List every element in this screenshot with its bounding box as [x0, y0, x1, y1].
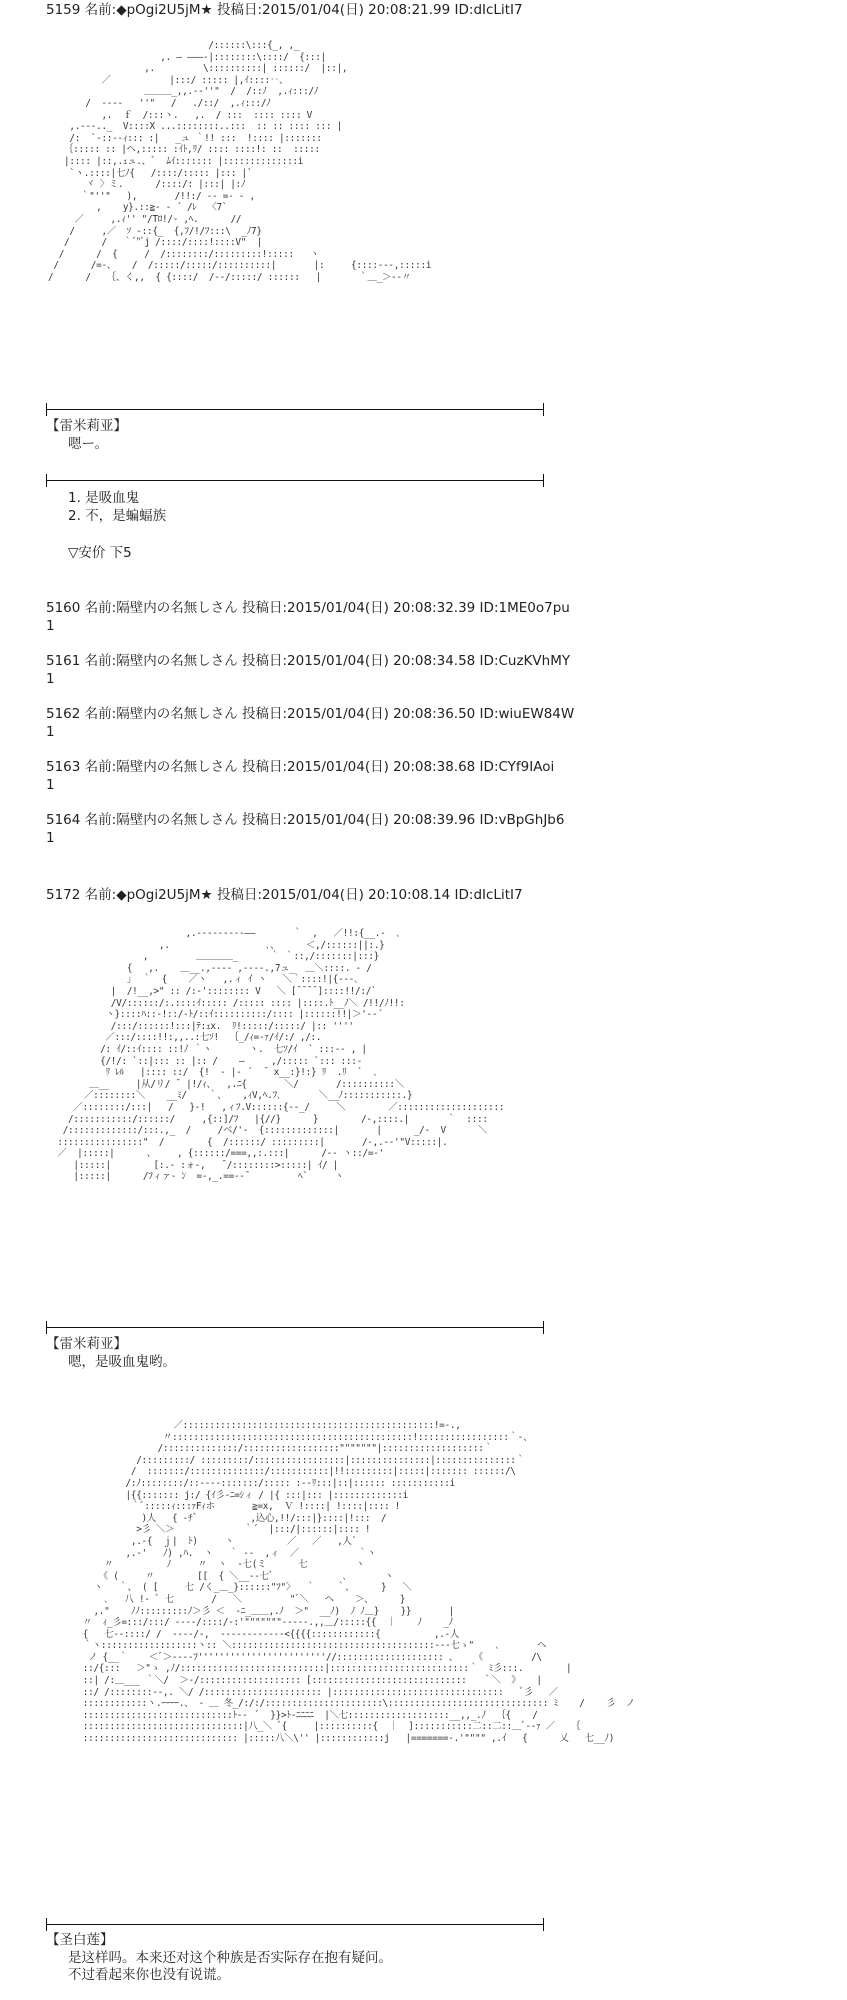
- divider: [46, 409, 544, 410]
- reply-header: 5164 名前:隔壁内の名無しさん 投稿日:2015/01/04(日) 20:08:39.96 ID:vBpGhJb6: [46, 812, 565, 828]
- speaker-label: 【雷米莉亚】: [46, 418, 127, 434]
- ascii-art-byakuren: ／:::::::::::::::::::::::::::::::::::::::::::::::!=‐., 〃:::::::::::::::::::::::::::::::::::::::::::::!:::::::::::::::::｀‐、 /::::::::::::::/::::::::::::::::::"""""""|:::::::::::::::::::｀ /:::::::::/ :::::::::/:::::::::::::::::|:::::::::::::::|:::::::::::::::｀ / :::::::/::::::::::::::/:::::::::::|!!:::::::::|:::::|::::::: ::::::/\ /:ﾉ::::::::/::‐‐‐‐:::::::/::::: :‐‐ﾘ:::|::|:::::: :::::::::::i |{{::::::: j:/ {ｲ彡‐ﾆ=ｼィ / |{ :::|::: |:::::::::::::i ｀ﾞ:::::ｨ:::ｧFｨホ ≧=x, Ｖ !::::| !::::|:::: ! )人 { -ﾁﾞ ,込心,!!/:::|}::::|!::: / >彡 ＼＞ ｀´ |:::/|::::::|:::: ! ,.‐{ ｊ| ﾄ) ヽ ／ ／ ,人` ,.‐' ﾉ) ,ﾊ. ヽ ｀ ‐‐ ,ィ ／ ｀ヽ 〃 ﾉ 〃 ヽ ‐七(ミ 七 ヽ 《 ( 〃 [[ { ＼__‐‐七ﾞ ､ ヽ ヽ ｀、 ( [ 七 /く_＿_}::::::"ﾌ"〉 ｀ ｀、 } ＼ ､ 八 !‐ ﾞ 七 / ＼ "ﾞ＼ ヘ ＞、 } ,." ﾉﾉ:::::::::ﾉ＞彡 ＜ ‐ﾆ_＿＿,.ﾉ ＞" __ﾉ) ﾉ ﾉ＿} }} | 〃 ｨ_彡=:::/:::/ ‐‐‐‐/::::/‐:'"""""""‐‐‐‐‐.,,＿/:::::{{ ｜ ﾉ _ﾉ { 七‐-::::/ / ‐‐‐‐/‐, ‐‐‐‐‐‐---‐‐‐<{{{{::::::::::::{ ,.‐人 ｀ヽ::::::::::::::::::ヽ:: ＼::::::::::::::::::::::::::::::::::::::‐--七ゝ" ､ ヘ ノ {__｀ ＜ﾞ＞‐‐‐‐ﾌ''''''''''''''''''''''''//:::::::::::::::::::: 、 《 /\ ::/{::: ＞"ゝ ,ﾉ/:::::::::::::::::::::::::::|::::::::::::::::::::::::::｀ ﾐ彡:::. | ::| /:＿___ ｀＼/ ＞‐/::::::::::::::::::: [::::::::::::::::::::::::::::: ｀＼ 》 | ::/ /::::::::‐‐,. ＼/ /:::::::::::::::::::::: |:::::::::::::::::::::::::::::::: ﾞ彡 ／ ::::::::::::ヽ.ｰｰｰｰ.、 ‐ ＿ 冬_/:/:/::::::::::::::::::::::\:::::::::::::::::::::::::::::: ﾐ / 彡 ノ ::::::::::::::::::::::::::::ﾄ-- ﾞ }}>ﾄ-ﾆﾆﾆﾆ |＼七:::::::::::::::::::__,,_.ﾉ ｛{ / ::::::::::::::::::::::::::::::|八_＼ ﾞ{ |::::::::::{ ｜ ]:::::::::::二::二::＿ﾞ‐‐ｧ ／ ｛ ::::::::::::::::::::::::::::: |:::::八＼\'' |::::::::::::j |=======‐.'"""" ,.ｲ { 乂 七__ﾉ): [82, 1420, 635, 1745]
- dialogue-text: 是这样吗。本来还对这个种族是否实际存在抱有疑问。: [68, 1950, 392, 1966]
- divider: [46, 480, 544, 481]
- choice-item: 1. 是吸血鬼: [68, 490, 140, 506]
- choice-item: 2. 不，是蝙蝠族: [68, 508, 167, 524]
- post-header: 5159 名前:◆pOgi2U5jM★ 投稿日:2015/01/04(日) 20:08:21.99 ID:dIcLitI7: [46, 2, 523, 18]
- dialogue-text: 不过看起来你也没有说谎。: [68, 1967, 230, 1983]
- vote-prompt: ▽安价 下5: [68, 545, 132, 561]
- post-header: 5172 名前:◆pOgi2U5jM★ 投稿日:2015/01/04(日) 20:10:08.14 ID:dIcLitI7: [46, 887, 523, 903]
- reply-text: 1: [46, 724, 55, 740]
- divider: [46, 1327, 544, 1328]
- divider: [46, 1924, 544, 1925]
- reply-text: 1: [46, 671, 55, 687]
- ascii-art-remilia: /::::::\:::{_, ,_ ,. ― ―――‐|::::::::\::::/ {:::| ,. \::::::::::| ::::::/ |::|, ／ |:::/ ::::: |,ｲ::::‥、 ＿＿＿_,,.-‐''" / /::ﾉ ,.ｨ:::/ﾉ / ‐‐‐‐ ''" / ./::/ ,.ｨ:::/ﾉ ,. ｆ /:::ヽ. ,. / ::: :::: :::: V ,.‐‐‐.._ V::::X ...::::::::..::: :: :: :::: ::: | /: `‐::‐-ｨ::: :| _ュ ｀!! ::: !:::: |::::::: ｛::::: :: |ヘ,::::: :ｲﾄ,ﾘ/ :::: ::::!: :: ::::: |:::: |::,.ｪュ.、ﾞ ﾑｲ::::::: |::::::::::::::i `ヽ.::::|七ﾉ{ /::::/::::: |::: |` ヾ 〉ミ. /::::/: |:::| |:ﾉ ｀"''" ), /!!:/ ‐‐ =- - , , y}.::≧- ‐ ´ /ﾚ 〈7` ／ ,.ｨ'' "/Tﾛ!/- ,ﾍ. // / ,／ ｿ ‐::{_ {,ﾌ/!/ﾌ:::\ _ﾉ7} / / ｀ﾞ"ﾞj /::::/::::!::::V" | / / { / /::::::::/:::::::::!::::: ヽ / /=‐、 / /:::::/:::::/::::::::::| |: {::::-‐‐,:::::i / / ｛、く,, { {::::/ /‐‐/:::::/ :::::: | ｀＿_＞‐‐〃: [48, 40, 432, 283]
- speaker-label: 【雷米莉亚】: [46, 1336, 127, 1352]
- reply-header: 5163 名前:隔壁内の名無しさん 投稿日:2015/01/04(日) 20:08:38.68 ID:CYf9IAoi: [46, 759, 555, 775]
- ascii-art-remilia-2: ,.‐‐‐‐‐‐‐‐‐―― ｀ , ／!!:{__.- ､ ,. ､、 ＜,/::::::||:.} , ＿＿＿＿_ ｀ ｀::,/:::::::|:::} { ,. ＿__.,-‐‐‐ ,‐‐‐‐.,7ュ_ ＿＼::::. - / ｣ ｀ { ／ヽ ,.ィ ｲ ヽ ＼｀::::!|{‐‐‐､ | /!__,>" :: /:‐':::::::: V ＼ [¯¯¯¯]::::!!/:/` /V/::::::/:.::::ｲ::::: /::::: :::: |::::.ﾄ__ﾉ＼ /!!/ﾉ!!: ヽ}::::ﾊ::‐!::/‐ﾄ/::ｲ::::::::::/:::: |::::::!!|＞'‐‐´ /:::/::::::!:::|ﾃ:ｪx. ﾘ!:::::/:::::/ |:: '''' ／:::/::::!!:,,..:七ｿ! ｛_/ｨ=‐ｧ/ｲ/:/ ,/:. /: ｲ/::ｲ:::: ::!ﾉ ｀ヽ ヽ. 七ｿ/ｲ ` :::‐‐ , | {/!/: `::|::: :: |:: / ― ,/::::: `::: :::- ﾘ ﾚﾙ |:::: ::/ {! ‐ |‐ ´ ̄ x__:}!:} ﾘ .ﾘ ` ､ ＿__ |从/リ/ ¯ |!/ｨ、 ,.ﾆ{ ＼/ /::::::::::＼ ／::::::::＼ __ﾐ/ ｀、 ,ｨV,ﾍ.ﾌ､ ＼__ﾉ:::::::::::.} ／::::::::/:::| / }‐! ,ィﾌ.V::::::{‐-_/ ＼ ／:::::::::::::::::::: /:::::::::::/::::::/ ,{::]/ﾌ |{//} } /‐,::::.| ｀ :::: /:::::::::::::/:::.,_ / /ベ/'‐ {:::::::::::::| | _/‐ V ＼ ::::::::::::::::" / { /::::::/ :::::::::| /‐,.-‐'"V:::::|. ／ |:::::| 、 , {::::::/===,,:.:::| /‐‐ ヽ::/=‐' |:::::| [:.‐ :ォ‐, ¯/::::::::>:::::| ｲ/ | |:::::| /ﾌィァ‐ ﾝ =‐,_.==‐‐¯ ﾍ` ヽ: [57, 928, 505, 1183]
- dialogue-text: 嗯ー。: [68, 436, 108, 452]
- reply-text: 1: [46, 777, 55, 793]
- dialogue-text: 嗯，是吸血鬼哟。: [68, 1354, 176, 1370]
- reply-header: 5160 名前:隔壁内の名無しさん 投稿日:2015/01/04(日) 20:08:32.39 ID:1ME0o7pu: [46, 600, 570, 616]
- speaker-label: 【圣白莲】: [46, 1932, 114, 1948]
- reply-header: 5162 名前:隔壁内の名無しさん 投稿日:2015/01/04(日) 20:08:36.50 ID:wiuEW84W: [46, 706, 575, 722]
- reply-header: 5161 名前:隔壁内の名無しさん 投稿日:2015/01/04(日) 20:08:34.58 ID:CuzKVhMY: [46, 653, 571, 669]
- reply-text: 1: [46, 618, 55, 634]
- reply-text: 1: [46, 830, 55, 846]
